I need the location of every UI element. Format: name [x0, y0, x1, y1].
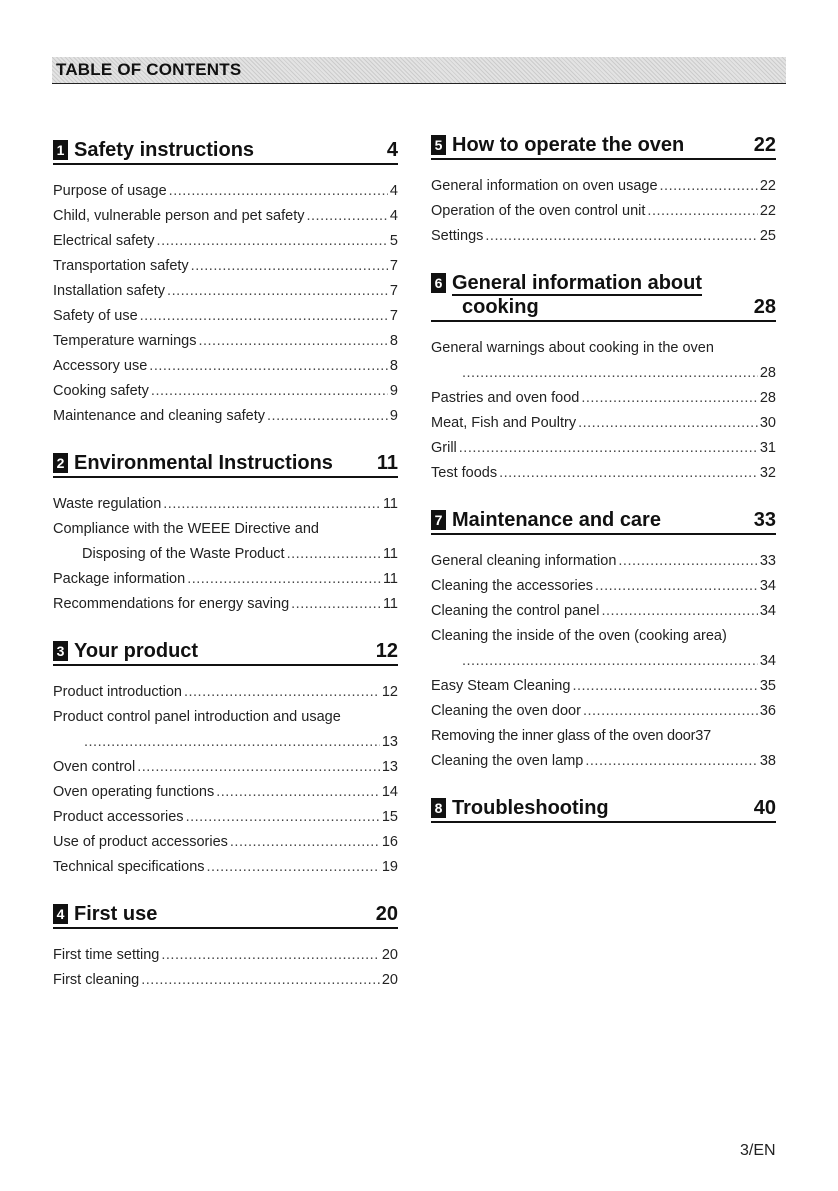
section-heading-line1 [431, 271, 776, 295]
dot-leader [307, 204, 388, 229]
toc-entry-page: 35 [759, 678, 776, 694]
toc-section-6 [431, 271, 776, 486]
toc-entry[interactable] [431, 699, 776, 724]
dot-leader [267, 404, 388, 429]
toc-entry[interactable] [431, 574, 776, 599]
toc-entry-page: 13 [381, 759, 398, 775]
dot-leader [137, 755, 380, 780]
toc-entry-page: 15 [381, 809, 398, 825]
toc-entry-row [431, 574, 776, 599]
toc-section-3 [53, 639, 398, 880]
toc-entry-page: 8 [389, 358, 398, 374]
section-title [452, 271, 776, 295]
toc-entry[interactable] [431, 674, 776, 699]
section-page-number: 4 [386, 139, 398, 161]
toc-entry[interactable] [53, 968, 398, 993]
dot-leader [618, 549, 757, 574]
toc-entry[interactable] [53, 943, 398, 968]
dot-leader [169, 179, 388, 204]
toc-entry[interactable] [53, 705, 398, 755]
dot-leader [230, 830, 380, 855]
toc-section-8 [431, 796, 776, 823]
toc-entry-text: First time setting [53, 947, 160, 963]
dot-leader [287, 542, 381, 567]
section-title: Your product [74, 640, 199, 662]
section-title: Troubleshooting [452, 797, 609, 819]
dot-leader [186, 805, 380, 830]
toc-entry-text: Temperature warnings [53, 333, 197, 349]
dot-leader [163, 492, 381, 517]
toc-entry-text: Oven operating functions [53, 784, 215, 800]
toc-entry-row [53, 279, 398, 304]
toc-entry[interactable] [431, 336, 776, 386]
toc-entry-text: Pastries and oven food [431, 390, 580, 406]
toc-entry-text: Package information [53, 571, 186, 587]
toc-entry-page: 7 [389, 308, 398, 324]
dot-leader [660, 174, 758, 199]
toc-entry-text: Cleaning the inside of the oven (cooking area) [431, 628, 727, 644]
dot-leader [149, 354, 388, 379]
section-page-number: 40 [753, 797, 776, 819]
toc-entry-text: Cleaning the accessories [431, 578, 594, 594]
toc-entry-row [431, 411, 776, 436]
toc-entry-page: 16 [381, 834, 398, 850]
toc-entry[interactable] [53, 830, 398, 855]
toc-section-5 [431, 133, 776, 249]
toc-entry-text: Easy Steam Cleaning [431, 678, 571, 694]
page-number: 3/EN [740, 1142, 776, 1159]
toc-entry[interactable] [431, 749, 776, 774]
dot-leader [583, 699, 758, 724]
toc-entry-page: 34 [759, 653, 776, 669]
toc-entry-text: Grill [431, 440, 457, 456]
section-number-badge: 6 [431, 273, 446, 293]
section-heading[interactable] [53, 138, 398, 165]
toc-entry-page: 20 [381, 947, 398, 963]
toc-entry[interactable] [53, 805, 398, 830]
toc-entry-page: 30 [759, 415, 776, 431]
dot-leader [157, 229, 388, 254]
toc-entry[interactable] [431, 599, 776, 624]
toc-entry-row [53, 204, 398, 229]
dot-leader [499, 461, 758, 486]
toc-entry[interactable] [53, 780, 398, 805]
toc-entry-page: 7 [389, 258, 398, 274]
toc-entry-text: Oven control [53, 759, 136, 775]
section-page-number: 33 [753, 509, 776, 531]
dot-leader [198, 329, 387, 354]
toc-entry-line2 [431, 649, 776, 674]
dot-leader [595, 574, 758, 599]
toc-entry-row [53, 179, 398, 204]
toc-section-4 [53, 902, 398, 993]
toc-entry[interactable] [53, 279, 398, 304]
toc-entry-row [53, 304, 398, 329]
toc-entry-page: 22 [759, 203, 776, 219]
toc-entry-row [53, 229, 398, 254]
toc-entry-text: Accessory use [53, 358, 148, 374]
toc-entry-page: 28 [759, 365, 776, 381]
toc-entry-page: 11 [382, 496, 398, 512]
toc-entry[interactable] [53, 179, 398, 204]
toc-entry-row [431, 224, 776, 249]
toc-entry[interactable] [53, 229, 398, 254]
toc-entry[interactable] [431, 461, 776, 486]
section-heading-row [431, 133, 776, 160]
toc-entry-row [53, 855, 398, 880]
section-number-badge: 3 [53, 641, 68, 661]
toc-entry-row [431, 674, 776, 699]
toc-entry-text: Maintenance and cleaning safety [53, 408, 266, 424]
dot-leader [572, 674, 757, 699]
toc-entry[interactable] [53, 204, 398, 229]
toc-entry-page: 13 [381, 734, 398, 750]
toc-entry[interactable] [53, 567, 398, 592]
toc-entry-page: 4 [389, 208, 398, 224]
section-heading-line2 [431, 295, 776, 322]
toc-entry-line2 [53, 730, 398, 755]
toc-entry[interactable] [431, 386, 776, 411]
toc-entry-text: Test foods [431, 465, 498, 481]
toc-entry-text: Cleaning the oven door [431, 703, 581, 719]
toc-entry-row [53, 943, 398, 968]
toc-entry-row [431, 174, 776, 199]
section-number-badge: 2 [53, 453, 68, 473]
section-heading-row [53, 902, 398, 929]
toc-entry-page: 20 [381, 972, 398, 988]
toc-entry[interactable] [431, 174, 776, 199]
section-heading[interactable] [431, 508, 776, 535]
dot-leader [462, 361, 758, 386]
section-number-badge: 5 [431, 135, 446, 155]
toc-section-7 [431, 508, 776, 774]
toc-entry-text: Waste regulation [53, 496, 162, 512]
section-title: Maintenance and care [452, 509, 661, 531]
toc-entry-row [431, 599, 776, 624]
toc-left-column [53, 138, 398, 1015]
toc-entry-text: Recommendations for energy saving [53, 596, 290, 612]
toc-entry-page: 25 [759, 228, 776, 244]
section-heading-row [431, 508, 776, 535]
dot-leader [462, 649, 758, 674]
toc-entry-text: Installation safety [53, 283, 166, 299]
toc-entry[interactable] [431, 411, 776, 436]
toc-entry[interactable] [53, 404, 398, 429]
toc-entry-page: 7 [389, 283, 398, 299]
section-heading-row [431, 796, 776, 823]
toc-entry[interactable] [53, 329, 398, 354]
toc-entry[interactable] [53, 354, 398, 379]
toc-entry-row [53, 680, 398, 705]
toc-entry-line2 [431, 361, 776, 386]
section-heading[interactable] [431, 133, 776, 160]
toc-entry-page: 14 [381, 784, 398, 800]
dot-leader [151, 379, 388, 404]
toc-entry-row [53, 254, 398, 279]
toc-entry[interactable] [53, 755, 398, 780]
dot-leader [485, 224, 757, 249]
toc-entry-row [53, 567, 398, 592]
section-page-number: 22 [753, 134, 776, 156]
toc-entry-row [431, 461, 776, 486]
toc-entry-row [53, 379, 398, 404]
dot-leader [216, 780, 380, 805]
toc-entry-page: 11 [382, 596, 398, 612]
dot-leader [459, 436, 758, 461]
toc-section-2 [53, 451, 398, 617]
toc-entry-text: General information on oven usage [431, 178, 658, 194]
toc-entry-page: 31 [759, 440, 776, 456]
toc-entry-page: 22 [759, 178, 776, 194]
dot-leader [585, 749, 758, 774]
toc-entry[interactable]: Removing the inner glass of the oven door37 [431, 728, 711, 744]
toc-entry-text: Safety of use [53, 308, 138, 324]
toc-title: TABLE OF CONTENTS [56, 60, 242, 79]
dot-leader [647, 199, 757, 224]
toc-entry[interactable] [431, 436, 776, 461]
dot-leader [207, 855, 380, 880]
section-number-badge: 8 [431, 798, 446, 818]
toc-entry-row [53, 329, 398, 354]
toc-entry-page: 9 [389, 408, 398, 424]
toc-entry-page: 8 [389, 333, 398, 349]
section-page-number: 12 [375, 640, 398, 662]
section-page-number: 20 [375, 903, 398, 925]
toc-right-column [431, 133, 776, 845]
toc-entry-page: 9 [389, 383, 398, 399]
toc-entry-text: First cleaning [53, 972, 140, 988]
dot-leader [141, 968, 380, 993]
section-heading-row [53, 639, 398, 666]
toc-entry-text-continued: Disposing of the Waste Product [82, 546, 285, 562]
section-heading-row [53, 138, 398, 165]
toc-entry[interactable] [431, 224, 776, 249]
section-page-number: 28 [753, 296, 776, 318]
section-heading[interactable] [53, 451, 398, 478]
section-heading[interactable] [431, 271, 776, 322]
dot-leader [161, 943, 380, 968]
toc-entry-page: 38 [759, 753, 776, 769]
dot-leader [578, 411, 758, 436]
section-page-number: 11 [376, 452, 398, 474]
toc-entry-text: General cleaning information [431, 553, 617, 569]
section-heading[interactable] [53, 902, 398, 929]
section-heading[interactable] [431, 796, 776, 823]
toc-entry-page: 33 [759, 553, 776, 569]
toc-entry-text: General warnings about cooking in the oven [431, 340, 714, 356]
toc-entry[interactable] [53, 680, 398, 705]
toc-entry-row [431, 436, 776, 461]
toc-entry[interactable] [431, 624, 776, 674]
toc-entry-page: 34 [759, 603, 776, 619]
section-number-badge: 7 [431, 510, 446, 530]
toc-entry[interactable] [53, 492, 398, 517]
dot-leader [184, 680, 380, 705]
toc-entry-text: Child, vulnerable person and pet safety [53, 208, 305, 224]
toc-entry-page: 32 [759, 465, 776, 481]
dot-leader [191, 254, 388, 279]
toc-entry-row [431, 386, 776, 411]
toc-entry[interactable] [53, 517, 398, 567]
dot-leader [601, 599, 757, 624]
section-title-continued: cooking [462, 296, 539, 318]
toc-section-1 [53, 138, 398, 429]
toc-entry-text: Transportation safety [53, 258, 189, 274]
toc-entry-text: Product introduction [53, 684, 182, 700]
dot-leader [167, 279, 388, 304]
toc-entry-page: 4 [389, 183, 398, 199]
toc-entry[interactable] [53, 855, 398, 880]
dot-leader [187, 567, 381, 592]
section-title-text: General information about [452, 272, 703, 294]
section-title: Environmental Instructions [74, 452, 333, 474]
toc-entry-row [53, 830, 398, 855]
toc-banner [52, 57, 786, 84]
toc-entry[interactable] [53, 379, 398, 404]
toc-entry-row [53, 354, 398, 379]
toc-entry[interactable] [53, 254, 398, 279]
section-title: How to operate the oven [452, 134, 685, 156]
section-heading[interactable] [53, 639, 398, 666]
toc-entry-page: 19 [381, 859, 398, 875]
section-title: First use [74, 903, 158, 925]
toc-entry-row [53, 492, 398, 517]
toc-entry[interactable] [53, 592, 398, 617]
toc-entry-page: 36 [759, 703, 776, 719]
toc-entry-text: Technical specifications [53, 859, 205, 875]
toc-entry-text: Electrical safety [53, 233, 155, 249]
toc-entry-text: Cooking safety [53, 383, 149, 399]
section-number-badge: 4 [53, 904, 68, 924]
toc-entry-text: Settings [431, 228, 484, 244]
toc-entry-page: 34 [759, 578, 776, 594]
toc-entry-row [431, 199, 776, 224]
toc-entry-text: Cleaning the oven lamp [431, 753, 584, 769]
toc-entry-text: Use of product accessories [53, 834, 228, 850]
toc-entry-row [431, 549, 776, 574]
dot-leader [581, 386, 758, 411]
toc-entry-text: Purpose of usage [53, 183, 167, 199]
toc-entry-line2 [53, 542, 398, 567]
dot-leader [84, 730, 380, 755]
section-title: Safety instructions [74, 139, 255, 161]
toc-entry-page: 12 [381, 684, 398, 700]
toc-entry-text: Product accessories [53, 809, 184, 825]
section-heading-row [53, 451, 398, 478]
toc-entry-page: 5 [389, 233, 398, 249]
toc-entry-page: 28 [759, 390, 776, 406]
toc-entry-text: Meat, Fish and Poultry [431, 415, 577, 431]
toc-entry-page: 11 [382, 571, 398, 587]
toc-entry-row [53, 755, 398, 780]
toc-entry-text: Cleaning the control panel [431, 603, 600, 619]
toc-entry-row [53, 968, 398, 993]
toc-entry-row [53, 780, 398, 805]
toc-entry-page: 11 [382, 546, 398, 562]
toc-entry-text: Product control panel introduction and usage [53, 709, 341, 725]
toc-entry-row [53, 592, 398, 617]
dot-leader [140, 304, 388, 329]
section-number-badge: 1 [53, 140, 68, 160]
toc-entry-row [431, 749, 776, 774]
toc-entry-text: Compliance with the WEEE Directive and [53, 521, 319, 537]
toc-entry-row [53, 404, 398, 429]
toc-entry-row [431, 699, 776, 724]
toc-entry[interactable] [53, 304, 398, 329]
toc-entry-text: Operation of the oven control unit [431, 203, 646, 219]
dot-leader [291, 592, 381, 617]
toc-entry-row [53, 805, 398, 830]
toc-entry[interactable] [431, 199, 776, 224]
toc-entry[interactable] [431, 549, 776, 574]
